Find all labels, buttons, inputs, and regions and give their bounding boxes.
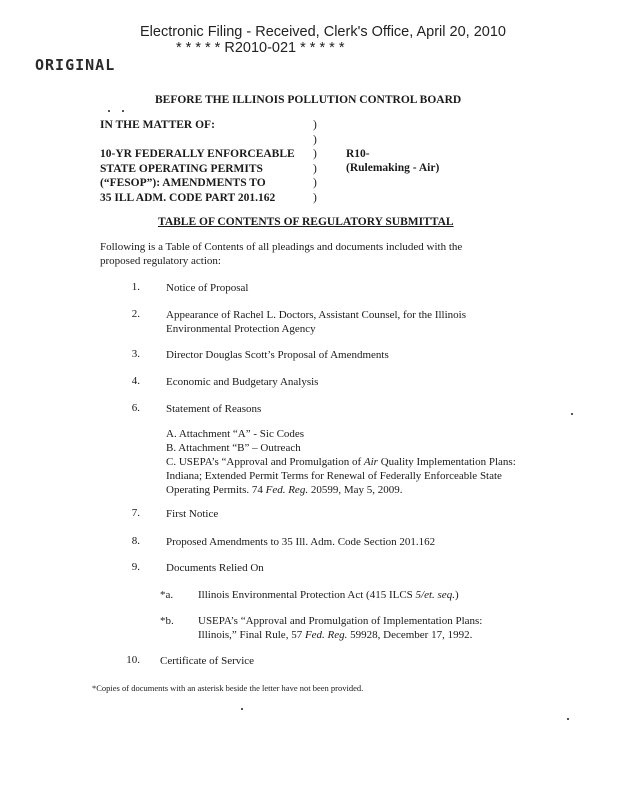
attachment-c-text: 20599, May 5, 2009. [308,484,403,496]
scan-speck [108,110,110,112]
scan-speck [567,718,569,720]
attachment-c-citation: Fed. Reg. [265,484,309,496]
item-number: 1. [131,281,140,293]
board-heading: BEFORE THE ILLINOIS POLLUTION CONTROL BOARD [155,94,462,106]
item-number: 3. [131,348,140,360]
caption-line: 10-YR FEDERALLY ENFORCEABLE [100,148,295,160]
attachment-c [166,455,516,497]
item-text: Economic and Budgetary Analysis [166,376,319,388]
item-text: Certificate of Service [160,655,255,667]
item-text: Appearance of Rachel L. Doctors, Assistant Counsel, for the Illinois Environmental Protection Agency [166,309,466,335]
item-number: 8. [131,535,140,547]
doc-marker: *a. [160,589,174,601]
scan-speck [122,110,124,112]
attachment-a: A. Attachment “A” - Sic Codes [166,428,305,440]
item-text: Statement of Reasons [166,403,262,415]
caption-brackets: ) ) ) ) ) ) [313,119,317,204]
toc-title: TABLE OF CONTENTS OF REGULATORY SUBMITTAL [158,216,454,228]
attachment-list [166,427,516,497]
attachment-c-text: Quality Implementation Plans: Indiana; Extended Permit Terms for Renewal of Federally Enforceable State Operating Permits. 74 [166,456,516,496]
caption-title [100,147,295,205]
rulemaking-type: (Rulemaking - Air) [346,162,440,174]
item-text: First Notice [166,508,219,520]
doc-text-part: ) [454,589,459,601]
item-text: Notice of Proposal [166,282,249,294]
item-number: 6. [131,402,140,414]
item-text: Director Douglas Scott’s Proposal of Amendments [166,349,389,361]
scan-speck [571,413,573,415]
doc-text-part: Illinois Environmental Protection Act (415 ILCS [198,589,416,601]
docket-stamp: * * * * * R2010-021 * * * * * [176,40,345,56]
doc-text [198,588,516,602]
filing-stamp: Electronic Filing - Received, Clerk's Office, April 20, 2010 [140,24,506,40]
docket-number: R10- [346,148,370,160]
footnote: *Copies of documents with an asterisk beside the letter have not been provided. [92,683,364,693]
matter-label: IN THE MATTER OF: [100,119,215,131]
doc-citation: 5/et. seq. [415,589,455,601]
item-number: 10. [126,654,140,666]
doc-text-part: 59928, December 17, 1992. [347,629,473,641]
caption-line: 35 ILL ADM. CODE PART 201.162 [100,191,276,204]
item-text: Documents Relied On [166,562,264,574]
attachment-c-emphasis: Air [363,456,378,468]
doc-text [198,614,516,642]
doc-marker: *b. [160,615,174,627]
item-number: 9. [131,561,140,573]
intro-paragraph: Following is a Table of Contents of all pleadings and documents included with the proposed regulatory action: [100,241,463,267]
item-number: 2. [131,308,140,320]
caption-line: STATE OPERATING PERMITS [100,162,263,175]
doc-citation: Fed. Reg. [304,629,348,641]
attachment-c-text: C. USEPA’s “Approval and Promulgation of [166,456,364,468]
doc-text-part: USEPA’s “Approval and Promulgation of Implementation Plans: Illinois,” Final Rule, 57 [198,615,483,641]
caption-line: (“FESOP”): AMENDMENTS TO [100,177,266,189]
item-number: 7. [131,507,140,519]
scan-speck [241,708,243,710]
original-mark: ORIGINAL [35,56,116,74]
attachment-b: B. Attachment “B” – Outreach [166,442,301,454]
item-text: Proposed Amendments to 35 Ill. Adm. Code Section 201.162 [166,536,436,548]
item-number: 4. [131,375,140,387]
